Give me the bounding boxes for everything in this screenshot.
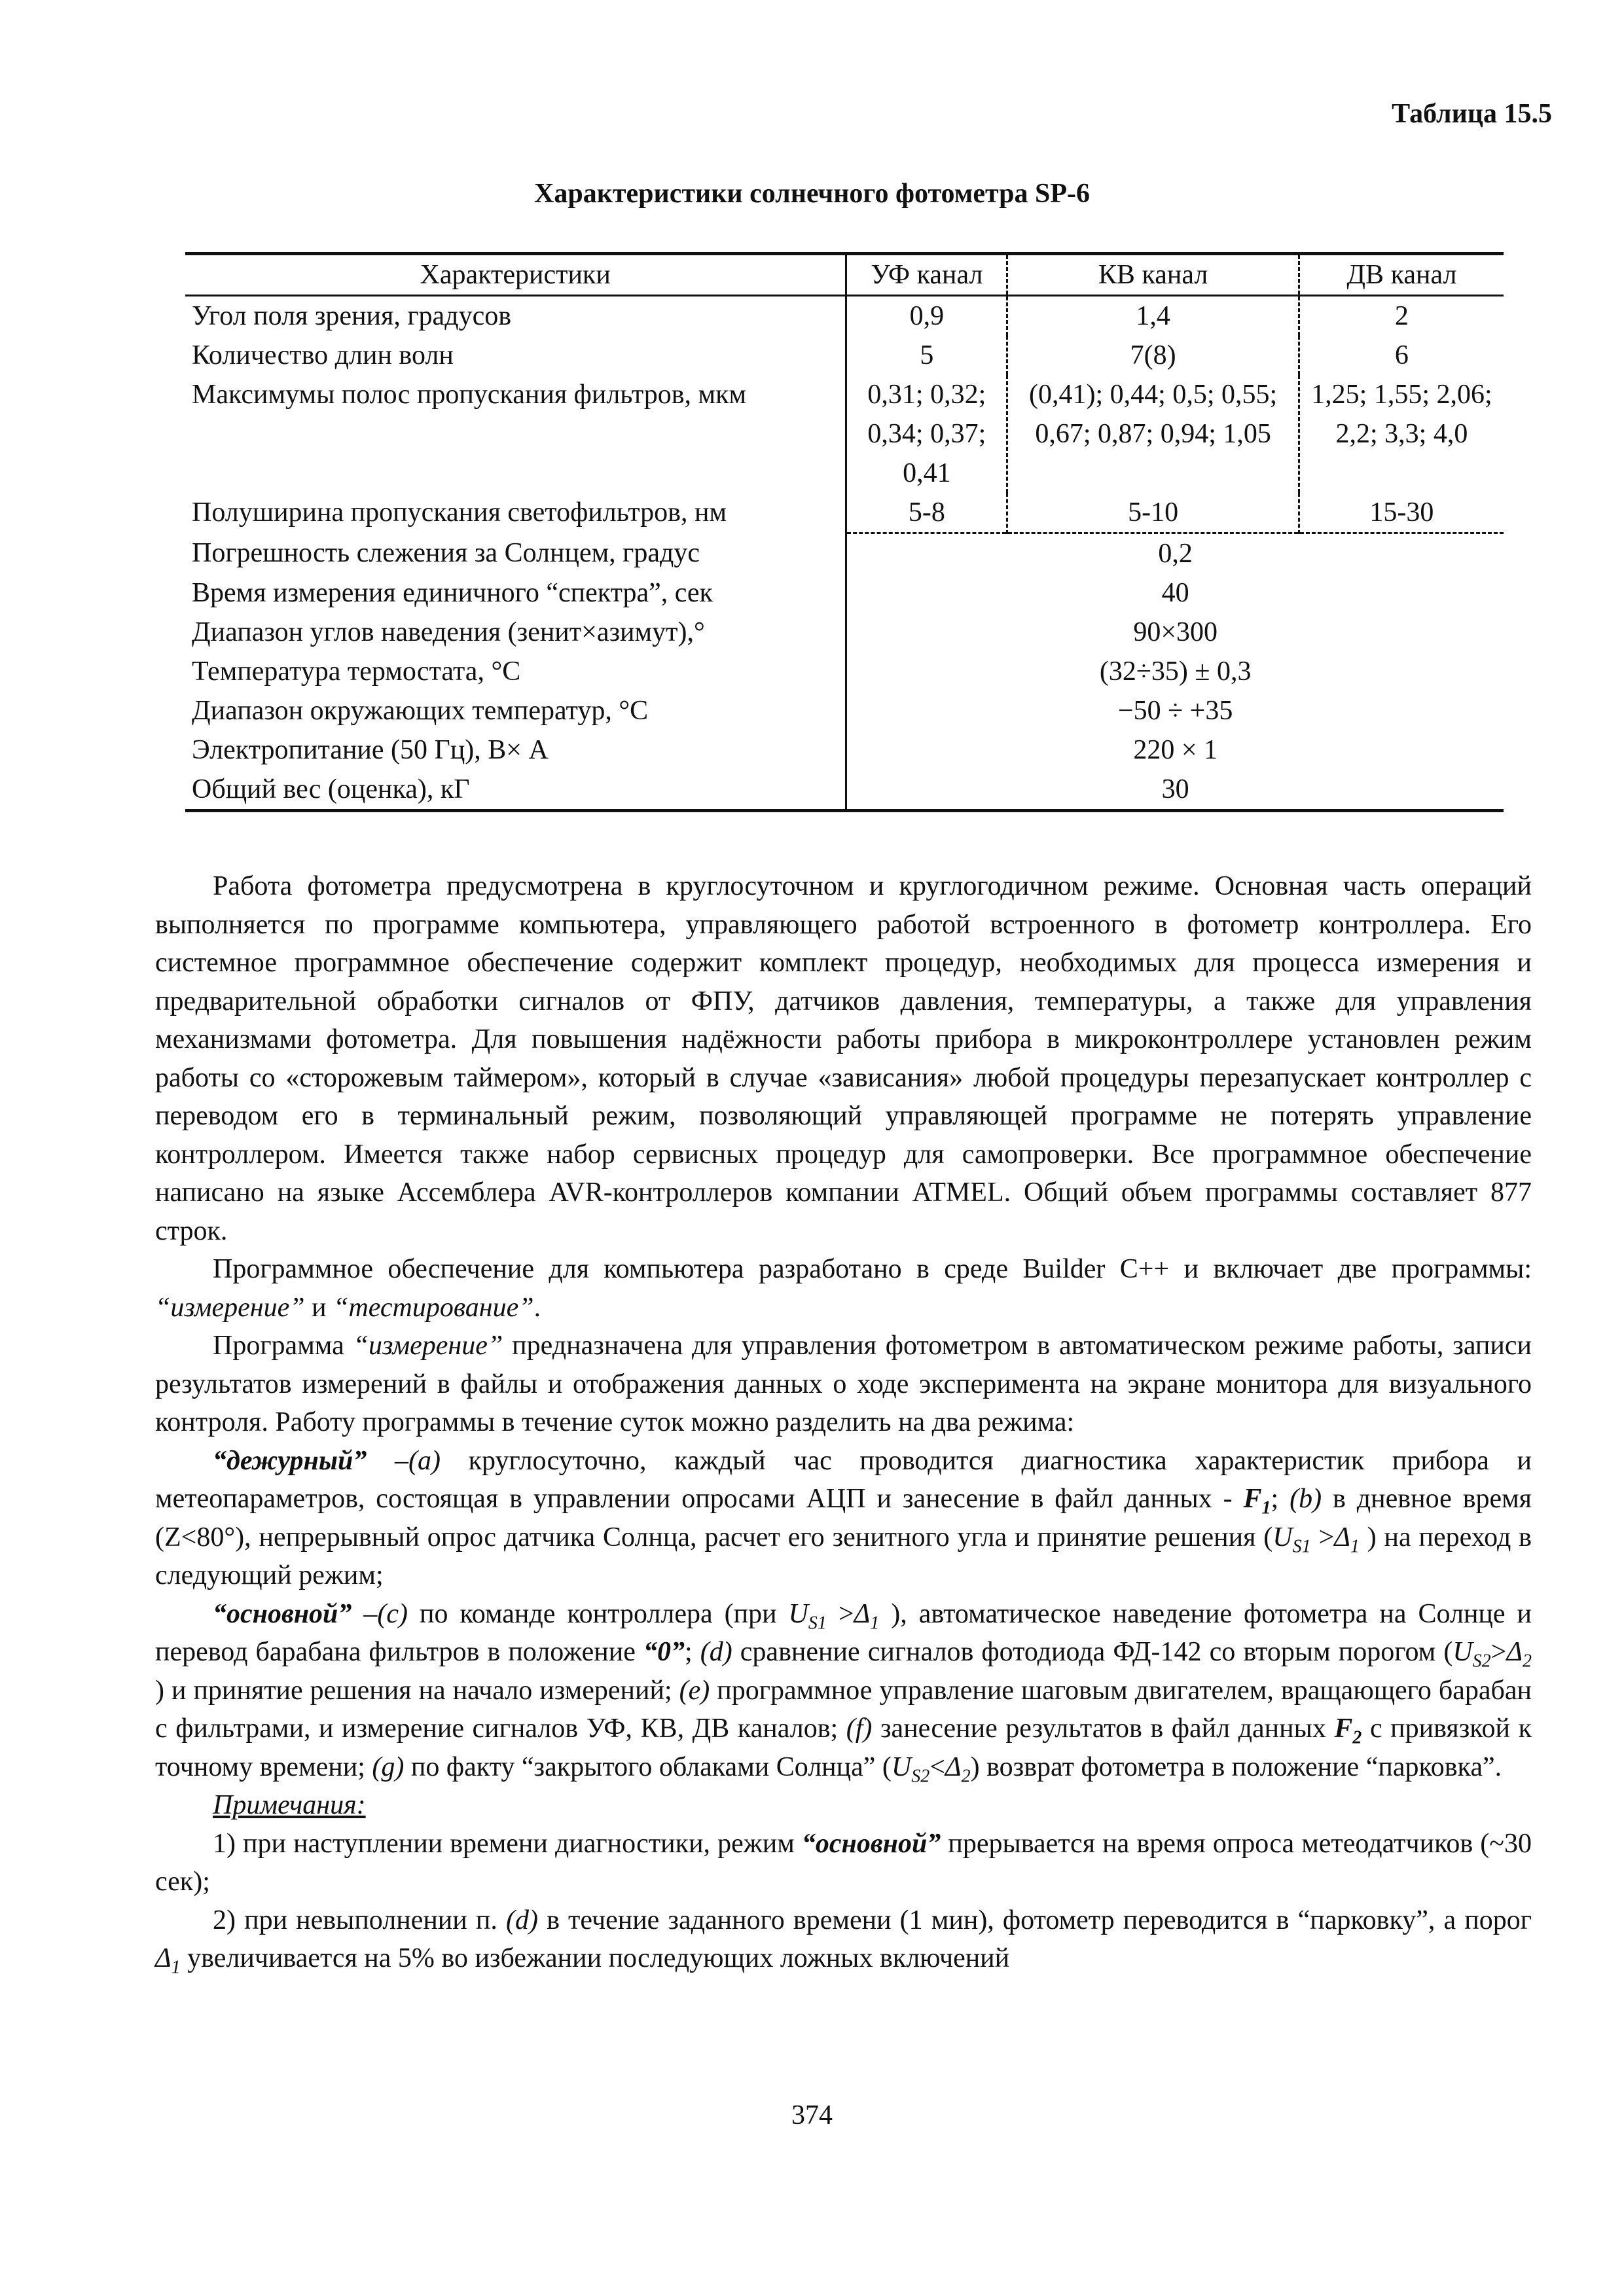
text: в дневное время (Z<80°), непрерывный опрос датчика Солнца, расчет его зенитного угла и принятие решения ( [155,1484,1532,1552]
row-label: Угол поля зрения, градусов [192,301,512,331]
text: и [304,1292,334,1323]
uv-value: 0,9 [846,296,1007,336]
text: > [826,1598,854,1629]
row-label: Температура термостата, °С [192,656,521,687]
text: 2) при невыполнении п. [213,1905,506,1935]
subscript: 1 [1261,1498,1271,1518]
subscript: S1 [1292,1535,1311,1556]
subscript: S1 [808,1612,827,1633]
step-label: (f) [846,1713,873,1744]
program-name-testing: “тестирование” [333,1292,534,1323]
text: ) и принятие решения на начало измерений; [155,1675,679,1706]
step-label: (b) [1290,1484,1322,1514]
note-1 [155,1825,1532,1901]
common-value: 220 × 1 [846,730,1504,770]
subscript: 1 [171,1957,181,1978]
sw-value: 7(8) [1007,336,1299,375]
text: программное управление шаговым двигателем, вращающего барабан с фильтрами, и измерение сигналов УФ, КВ, ДВ каналов; [155,1675,1532,1744]
row-label: Электропитание (50 Гц), В× А [192,735,549,765]
text: прерывается на время опроса метеодатчиков (~30 сек); [155,1828,1532,1897]
text: ; [1271,1484,1290,1514]
program-name-measurement: “измерение” [155,1292,305,1323]
subscript: 1 [870,1612,880,1633]
text: ), автоматическое наведение фотометра на Солнце и перевод барабана фильтров в положение [155,1598,1532,1667]
row-label: Погрешность слежения за Солнцем, градус [192,537,700,568]
text: > [1310,1522,1335,1552]
page-number: 374 [791,2100,833,2130]
lw-value: 6 [1299,336,1504,375]
paragraph-software [155,1250,1532,1327]
text: – [367,1445,408,1476]
text: ) на переход в следующий режим; [155,1522,1532,1590]
lw-value: 2 [1299,296,1504,336]
text: 1) при наступлении времени диагностики, режим [213,1828,802,1859]
text: по команде контроллера (при [408,1598,789,1629]
symbol: U [1453,1637,1473,1667]
program-name-measurement: “измерение” [353,1331,503,1361]
text: ) возврат фотометра в положение “парковка”. [970,1751,1502,1782]
subscript: 1 [1350,1535,1360,1556]
paragraph-measurement-program [155,1327,1532,1442]
subscript: S2 [911,1765,930,1786]
common-value: 90×300 [846,613,1504,652]
table-caption: Таблица 15.5 [1392,99,1552,129]
subscript: 2 [961,1765,971,1786]
text: < [929,1751,945,1782]
table-row [185,730,1504,770]
lw-value: 1,25; 1,55; 2,06; 2,2; 3,3; 4,0 [1299,375,1504,493]
table-row [185,770,1504,811]
text: занесение результатов в файл данных [872,1713,1335,1744]
text: Программное обеспечение для компьютера разработано в среде Builder C++ и включает две программы: [213,1254,1532,1284]
paragraph-operation: Работа фотометра предусмотрена в круглосуточном и круглогодичном режиме. Основная часть операций выполняется по программе компьютера, управляющего работой встроенного в фотометр контроллера. Его системное программное обеспечение содержит комплект процедур, необходимых для процесса измерения и предварительной обработки сигналов от ФПУ, датчиков давления, температуры, а также для управления механизмами фотометра. Для повышения надёжности работы прибора в микроконтроллере установлен режим работы со «сторожевым таймером», который в случае «зависания» любой процедуры перезапускает контроллер с переводом его в терминальный режим, позволяющий управляющей программе не потерять управление контроллером. Имеется также набор сервисных процедур для самопроверки. Все программное обеспечение написано на языке Ассемблера AVR-контроллеров компании ATMEL. Общий объем программы составляет 877 строк. [155,871,1532,1246]
header-sw-channel: КВ канал [1007,254,1299,296]
row-label: Количество длин волн [192,340,454,370]
text: по факту “закрытого облаками Солнца” ( [404,1751,892,1782]
sw-value: 1,4 [1007,296,1299,336]
sw-value: (0,41); 0,44; 0,5; 0,55; 0,67; 0,87; 0,94; 1,05 [1007,375,1299,493]
sw-value: 5-10 [1007,493,1299,533]
table-row [185,613,1504,652]
paragraph-main-mode [155,1595,1532,1787]
text: сравнение сигналов фотодиода ФД-142 со вторым порогом ( [732,1637,1453,1667]
paragraph-standby-mode [155,1442,1532,1595]
common-value: −50 ÷ +35 [846,691,1504,730]
table-row [185,691,1504,730]
table-row [185,493,1504,533]
symbol: Δ [854,1598,871,1629]
text: круглосуточно, каждый час проводится диагностика характеристик прибора и метеопараметров, состоящая в управлении опросами АЦП и занесение в файл данных - [155,1445,1532,1514]
notes-heading [155,1786,1532,1825]
symbol: U [891,1751,912,1782]
text: предназначена для управления фотометром в автоматическом режиме работы, записи результатов измерений в файлы и отображения данных о ходе эксперимента на экране монитора для визуального контроля. Работу программы в течение суток можно разделить на два режима: [155,1331,1532,1437]
symbol: F [1243,1484,1262,1514]
step-label: (g) [372,1751,405,1782]
row-label: Диапазон окружающих температур, °С [192,696,649,726]
note-2 [155,1901,1532,1978]
table-row [185,652,1504,691]
step-label: (e) [679,1675,710,1706]
table-row [185,336,1504,375]
symbol: Δ [945,1751,962,1782]
mode-name-standby: “дежурный” [213,1445,367,1476]
step-label: (c) [377,1598,408,1629]
table-header-row [185,254,1504,296]
text: Программа [213,1331,353,1361]
common-value: 0,2 [846,533,1504,574]
position-zero: “0” [643,1637,685,1667]
table-row [185,573,1504,613]
lw-value: 15-30 [1299,493,1504,533]
header-characteristics: Характеристики [185,254,846,296]
table-row [185,375,1504,493]
common-value: 30 [846,770,1504,811]
subscript: 2 [1352,1727,1362,1748]
row-label: Максимумы полос пропускания фильтров, мкм [192,380,747,410]
text: увеличивается на 5% во избежании последующих ложных включений [180,1943,1010,1973]
common-value: 40 [846,573,1504,613]
uv-value: 5-8 [846,493,1007,533]
subscript: 2 [1523,1651,1532,1672]
text: ; [684,1637,700,1667]
text: – [352,1598,378,1629]
table-title: Характеристики солнечного фотометра SP-6 [534,179,1090,209]
symbol: Δ [1334,1522,1350,1552]
header-uv-channel: УФ канал [846,254,1007,296]
row-label: Диапазон углов наведения (зенит×азимут),° [192,617,705,647]
row-label: Полуширина пропускания светофильтров, нм [192,497,727,528]
text: > [1490,1637,1507,1667]
table-row [185,533,1504,574]
step-label: (d) [505,1905,538,1935]
step-label: (d) [700,1637,732,1667]
mode-name-main: “основной” [213,1598,352,1629]
header-lw-channel: ДВ канал [1299,254,1504,296]
body-text [155,867,1532,1978]
text: . [533,1292,541,1323]
table-row [185,296,1504,336]
specs-table [185,252,1504,812]
notes-heading-text: Примечания: [213,1790,366,1820]
symbol: F [1334,1713,1353,1744]
text: в течение заданного времени (1 мин), фотометр переводится в “парковку”, а порог [537,1905,1532,1935]
symbol: Δ [1506,1637,1523,1667]
mode-name-main: “основной” [801,1828,941,1859]
text: с привязкой к точному времени; [155,1713,1532,1782]
symbol: U [788,1598,808,1629]
uv-value: 0,31; 0,32; 0,34; 0,37; 0,41 [846,375,1007,493]
row-label: Время измерения единичного “спектра”, сек [192,578,713,608]
step-label: (a) [408,1445,441,1476]
symbol: U [1272,1522,1293,1552]
uv-value: 5 [846,336,1007,375]
symbol: Δ [155,1943,171,1973]
row-label: Общий вес (оценка), кГ [192,774,470,804]
subscript: S2 [1472,1651,1491,1672]
common-value: (32÷35) ± 0,3 [846,652,1504,691]
